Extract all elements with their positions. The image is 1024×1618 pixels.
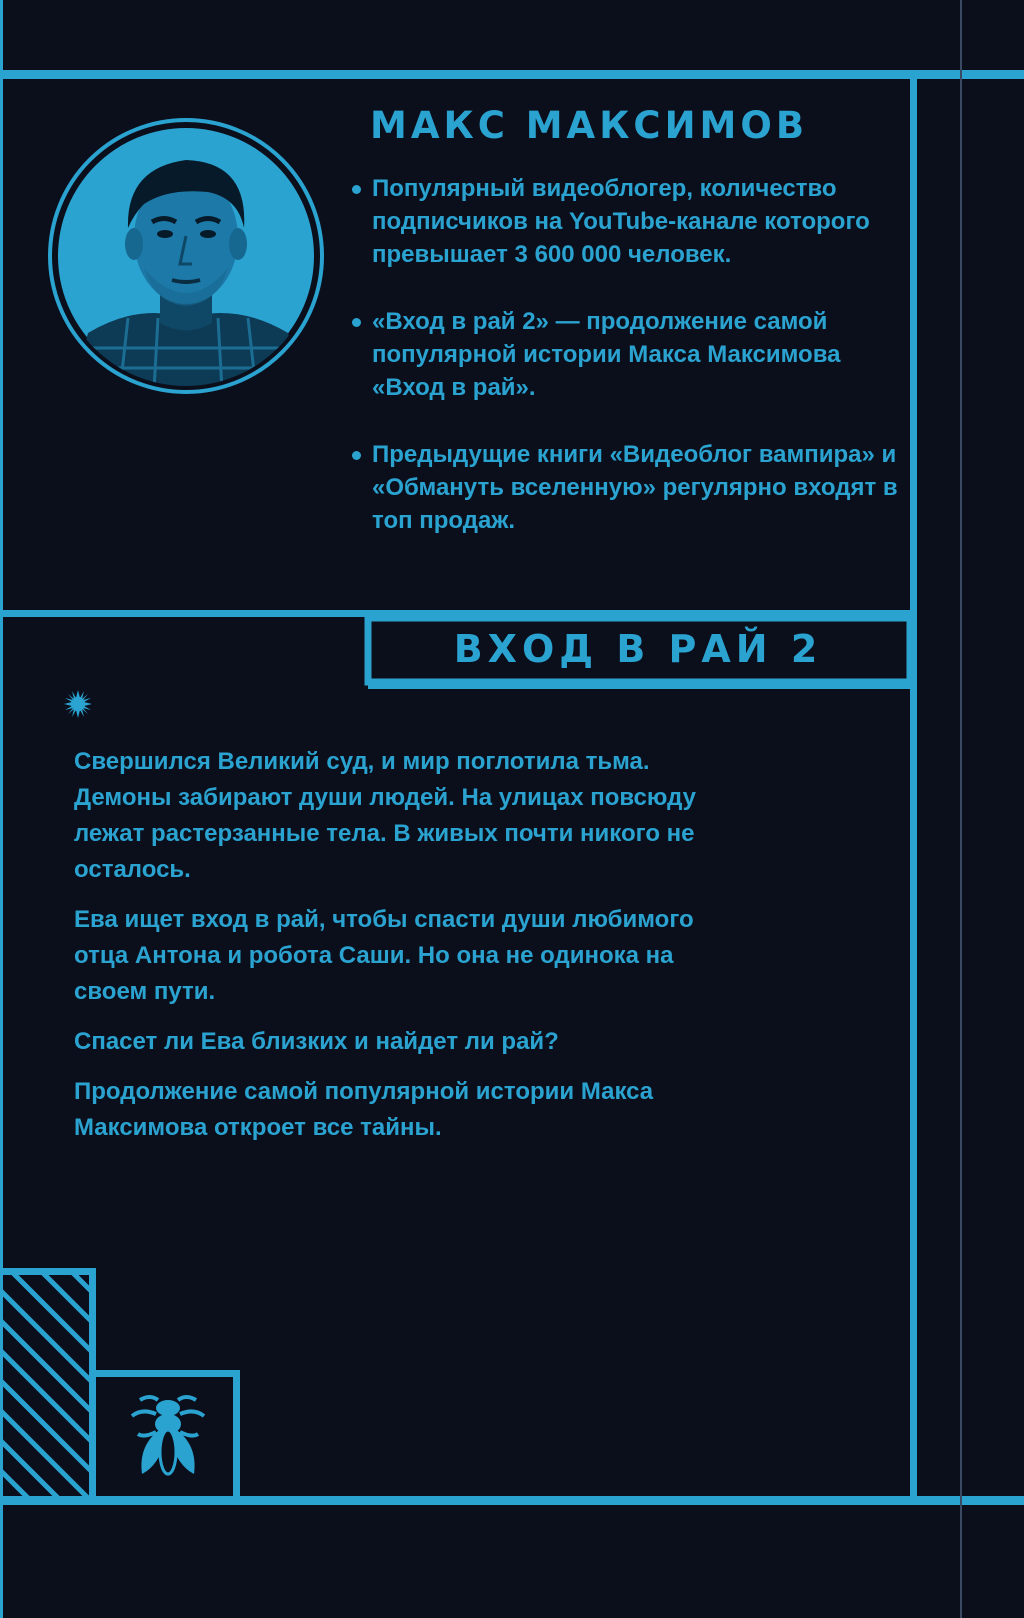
fly-icon [118, 1394, 218, 1482]
description-paragraph: Ева ищет вход в рай, чтобы спасти души любимого отца Антона и робота Саши. Но она не одинока на своем пути. [74, 906, 694, 1005]
star-icon [64, 690, 92, 718]
author-fact: «Вход в рай 2» — продолжение самой популярной истории Макса Максимова «Вход в рай». [352, 305, 912, 404]
author-fact: Предыдущие книги «Видеоблог вампира» и «Обмануть вселенную» регулярно входят в топ продаж. [352, 438, 912, 537]
author-name: МАКС МАКСИМОВ [370, 104, 809, 147]
author-portrait [48, 118, 324, 394]
author-fact: Популярный видеоблогер, количество подписчиков на YouTube-канале которого превышает 3 600 000 человек. [352, 172, 912, 271]
description-paragraph: Продолжение самой популярной истории Макса Максимова откроет все тайны. [74, 1078, 654, 1141]
book-description [74, 744, 714, 1160]
author-facts-list [352, 172, 912, 571]
book-title: ВХОД В РАЙ 2 [453, 627, 823, 671]
description-paragraph: Спасет ли Ева близких и найдет ли рай? [74, 1028, 559, 1055]
description-paragraph: Свершился Великий суд, и мир поглотила тьма. Демоны забирают души людей. На улицах повсюду лежат растерзанные тела. В живых почти никого не осталось. [74, 748, 696, 883]
